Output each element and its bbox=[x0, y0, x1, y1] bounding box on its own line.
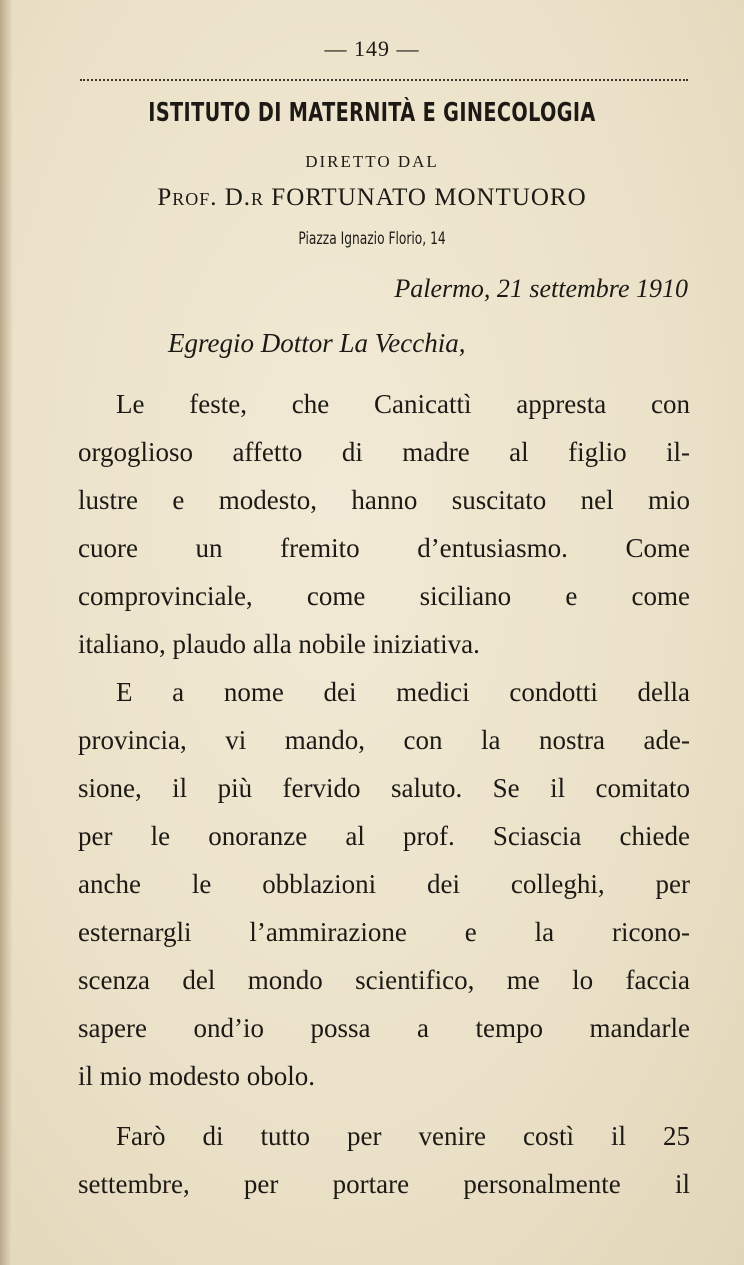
letter-salutation: Egregio Dottor La Vecchia, bbox=[168, 328, 466, 358]
director-name: FORTUNATO MONTUORO bbox=[271, 184, 587, 211]
director-title: Prof. D.r bbox=[157, 184, 265, 211]
body-line: sione, il più fervido saluto. Se il comitato bbox=[78, 773, 690, 803]
body-line: per le onoranze al prof. Sciascia chiede bbox=[78, 821, 690, 851]
body-line: anche le obblazioni dei colleghi, per bbox=[78, 869, 690, 899]
body-line: settembre, per portare personalmente il bbox=[78, 1169, 690, 1199]
letter-body bbox=[78, 380, 690, 1208]
institute-title: ISTITUTO DI MATERNITÀ E GINECOLOGIA bbox=[148, 98, 596, 128]
paragraph-gap bbox=[78, 1100, 690, 1112]
director-line bbox=[0, 184, 744, 212]
body-line: cuore un fremito d’entusiasmo. Come bbox=[78, 533, 690, 563]
letter-date: Palermo, 21 settembre 1910 bbox=[394, 274, 688, 303]
page-number: — 149 — bbox=[324, 36, 420, 61]
body-line: lustre e modesto, hanno suscitato nel mio bbox=[78, 485, 690, 515]
body-line: E a nome dei medici condotti della bbox=[116, 677, 690, 707]
body-line: esternargli l’ammirazione e la ricono- bbox=[78, 917, 690, 947]
body-line: sapere ond’io possa a tempo mandarle bbox=[78, 1013, 690, 1043]
body-line: italiano, plaudo alla nobile iniziativa. bbox=[78, 629, 480, 659]
institute-address: Piazza Ignazio Florio, 14 bbox=[298, 229, 446, 249]
body-line: scenza del mondo scientifico, me lo faccia bbox=[78, 965, 690, 995]
body-line: Le feste, che Canicattì appresta con bbox=[116, 389, 690, 419]
body-line: orgoglioso affetto di madre al figlio il- bbox=[78, 437, 690, 467]
body-line: provincia, vi mando, con la nostra ade- bbox=[78, 725, 690, 755]
body-line: il mio modesto obolo. bbox=[78, 1061, 316, 1091]
dotted-rule bbox=[80, 79, 688, 81]
directed-by-line: DIRETTO DAL bbox=[305, 152, 439, 171]
body-line: comprovinciale, come siciliano e come bbox=[78, 581, 690, 611]
body-line: Farò di tutto per venire costì il 25 bbox=[116, 1121, 690, 1151]
